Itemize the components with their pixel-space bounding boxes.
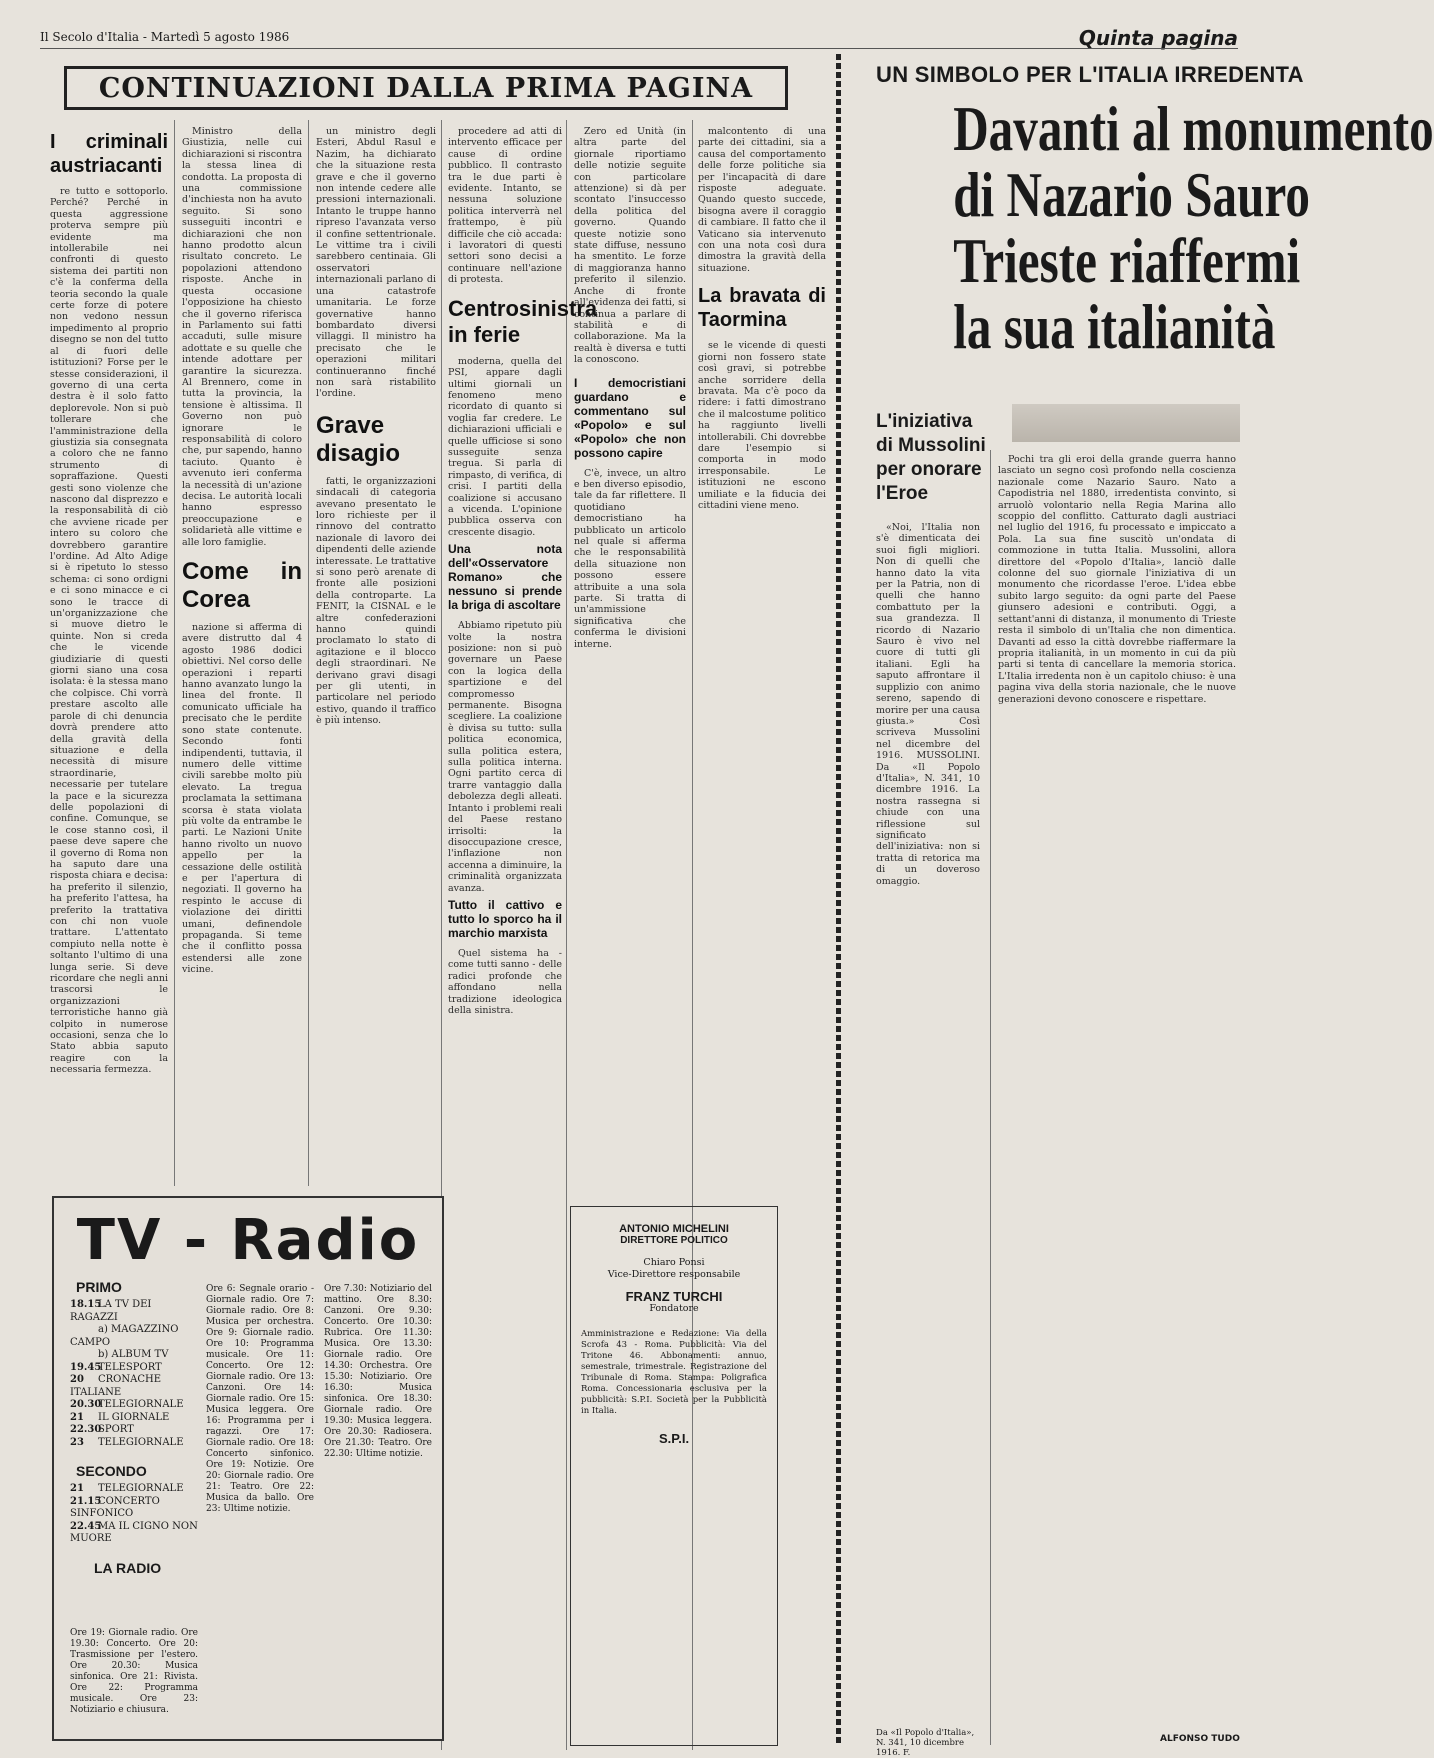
subhead-osservatore: Una nota dell'«Osservatore Romano» che nessuno si prende la briga di ascoltare xyxy=(448,542,562,613)
page-header-right: Quinta pagina xyxy=(1078,26,1238,50)
article-body: malcontento di una parte dei cittadini, sia a causa del comportamento delle forze politiche sia per l'incapacità di dare risposte adeguate. Quando questo succede, bisogna avere il coraggio di cambiare. Il fatto che il Vaticano sia intervenuto con una nota così dura dimostra la gravità della situazione. xyxy=(698,126,826,274)
headline-grave-disagio: Grave disagio xyxy=(316,411,401,467)
schedule-row: 23 TELEGIORNALE xyxy=(70,1436,184,1448)
feature-left-column xyxy=(876,522,980,1722)
feature-title-line: Trieste riaffermi xyxy=(953,226,1301,296)
grey-banner xyxy=(1012,404,1240,442)
article-body: «Noi, l'Italia non s'è dimenticata dei suoi figli migliori. Non di quelli che hanno dato la vita per la Patria, non di quelli che hanno combattuto per la sua grandezza. Il ricordo di Nazario Sauro è vivo nel cuore di tutti gli italiani. Egli ha saputo affrontare il supplizio con animo sereno, sapendo di morire per una causa giusta.» Così scriveva Mussolini nel dicembre del 1916. MUSSOLINI. Da «Il Popolo d'Italia», N. 341, 10 dicembre 1916. La nostra rassegna si chiude con una riflessione sul significato dell'iniziativa: non si tratta di retorica ma di un doveroso omaggio. xyxy=(876,522,980,887)
article-column-4 xyxy=(448,126,598,1746)
article-column-5 xyxy=(574,126,686,1198)
radio-schedule-col: Ore 6: Segnale orario - Giornale radio. Ore 7: Giornale radio. Ore 8: Musica per orchestra. Ore 9: Giornale radio. Ore 10: Programma musicale. Ore 11: Concerto. Ore 12: Giornale radio. Ore 13: Canzoni. Ore 14: Giornale radio. Ore 15: Musica leggera. Ore 16: Programma per i ragazzi. Ore 17: Giornale radio. Ore 18: Concerto sinfonico. Ore 19: Notizie. Ore 20: Giornale radio. Ore 21: Teatro. Ore 22: Musica da ballo. Ore 23: Ultime notizie. xyxy=(206,1284,314,1514)
masthead-box xyxy=(570,1206,778,1746)
dashed-divider xyxy=(836,54,841,1744)
channel-secondo-label: SECONDO xyxy=(76,1463,147,1479)
article-body: C'è, invece, un altro e ben diverso episodio, tale da far riflettere. Il quotidiano democristiano ha pubblicato un articolo nel quale si afferma che le responsabilità della situazione non possono essere attribuite a una sola parte. Si tratta di un'ammissione significativa che conferma le divisioni interne. xyxy=(574,467,686,650)
headline-come-in-corea: Come in Corea xyxy=(182,558,302,614)
article-column-1 xyxy=(50,126,168,1186)
founder-title: Fondatore xyxy=(649,1303,699,1314)
tv-radio-title: TV - Radio xyxy=(76,1208,420,1273)
headline-centrosinistra: Centrosinistra in ferie xyxy=(448,295,598,347)
feature-title-line: Davanti al monumento xyxy=(953,94,1434,164)
founder-name: FRANZ TURCHI xyxy=(625,1289,723,1304)
column-rule xyxy=(990,450,991,1745)
schedule-row: 19.45TELESPORT xyxy=(70,1361,162,1373)
channel-primo-label: PRIMO xyxy=(76,1279,122,1295)
article-body: moderna, quella del PSI, appare dagli ultimi giornali un fenomeno meno ricordato di quanto si voglia far credere. Le dichiarazioni ufficiali e quelle ufficiose si sono susseguite senza tregua. Si parla di rimpasto, di verifica, di crisi. I partiti della coalizione si accusano a vicenda. L'opinione pubblica osserva con crescente disagio. xyxy=(448,355,562,538)
schedule-row: 22.45MA IL CIGNO NON MUORE xyxy=(70,1520,198,1544)
header-rule xyxy=(40,48,1238,49)
article-body: Abbiamo ripetuto più volte la nostra posizione: non si può governare un Paese con la logica della spartizione e del compromesso permanente. Bisogna scegliere. La coalizione è divisa su tutto: sulla politica economica, sulla politica estera, sulla politica interna. Ogni partito cerca di trarre vantaggio dalla debolezza degli alleati. Intanto i problemi reali del Paese restano irrisolti: la disoccupazione cresce, l'inflazione non accenna a diminuire, la criminalità organizzata avanza. xyxy=(448,620,562,894)
article-body: Ministro della Giustizia, nelle cui dichiarazioni si riscontra la stessa linea di condotta. La proposta di una commissione d'inchiesta non ha avuto seguito. Si sono susseguiti incontri e dichiarazioni che non hanno prodotto alcun risultato concreto. Le popolazioni attendono risposte. Anche in questa occasione l'opposizione ha chiesto che il governo riferisca in Parlamento sui fatti accaduti, sulle misure adottate e su quelle che intende adottare per garantire la sicurezza. Al Brennero, come in tutta la provincia, la tensione è altissima. Il Governo non può ignorare le responsabilità di coloro che, pur sapendo, hanno taciuto. Quanto è avvenuto ieri conferma la necessità di un'azione decisa. Le autorità locali hanno espresso preoccupazione e solidarietà alle vittime e alle loro famiglie. xyxy=(182,126,302,548)
article-body: Quel sistema ha - come tutti sanno - delle radici profonde che affondano nella tradizione ideologica della sinistra. xyxy=(448,947,562,1016)
continuation-banner: CONTINUAZIONI DALLA PRIMA PAGINA xyxy=(64,66,788,110)
schedule-row: 21.15CONCERTO SINFONICO xyxy=(70,1495,160,1519)
schedule-row: 21 IL GIORNALE xyxy=(70,1411,170,1423)
director-name: ANTONIO MICHELINI xyxy=(619,1223,729,1235)
vice-director-title: Vice-Direttore responsabile xyxy=(607,1269,741,1280)
feature-footer-note: Da «Il Popolo d'Italia», N. 341, 10 dicembre 1916. F. xyxy=(876,1728,975,1758)
page-header-left: Il Secolo d'Italia - Martedì 5 agosto 1986 xyxy=(40,30,290,44)
headline-democristiani: I democristiani guardano e commentano sul «Popolo» e sul «Popolo» che non possono capire xyxy=(574,375,686,460)
radio-schedule-col: Ore 7.30: Notiziario del mattino. Ore 8.30: Canzoni. Ore 9.30: Concerto. Ore 10.30: Rubrica. Ore 11.30: Musica. Ore 13.30: Giornale radio. Ore 14.30: Orchestra. Ore 15.30: Notiziario. Ore 16.30: Musica sinfonica. Ore 18.30: Giornale radio. Ore 19.30: Musica leggera. Ore 20.30: Radiosera. Ore 21.30: Teatro. Ore 22.30: Ultime notizie. xyxy=(324,1284,432,1459)
schedule-row: 20 CRONACHE ITALIANE xyxy=(70,1374,162,1398)
headline-bravata-taormina: La bravata di Taormina xyxy=(698,285,826,332)
radio-label: LA RADIO xyxy=(94,1559,162,1576)
article-body: fatti, le organizzazioni sindacali di categoria avevano presentato le loro richieste per il rinnovo del contratto nazionale di lavoro dei dipendenti delle aziende interessate. Le trattative si sono però arenate di fronte alle posizioni della controparte. La FENIT, la CISNAL e le altre confederazioni hanno quindi proclamato lo stato di agitazione e il blocco degli straordinari. Ne derivano gravi disagi per gli utenti, in particolare nel periodo estivo, quando il traffico è più intenso. xyxy=(316,475,436,727)
spi-logo-text: S.P.I. xyxy=(658,1431,690,1446)
article-body: un ministro degli Esteri, Abdul Rasul e Nazim, ha dichiarato che la situazione resta grave e che il governo non intende cedere alle pressioni internazionali. Intanto le truppe hanno ripreso l'avanzata verso il confine settentrionale. Le vittime tra i civili sarebbero centinaia. Gli osservatori internazionali parlano di una catastrofe umanitaria. Le forze governative hanno bombardato diversi villaggi. Il ministro ha precisato che le operazioni militari continueranno finché non sarà ristabilito l'ordine. xyxy=(316,126,436,400)
schedule-row: b) ALBUM TV xyxy=(98,1349,169,1360)
column-rule xyxy=(566,120,567,1750)
article-body: Pochi tra gli eroi della grande guerra hanno lasciato un segno così profondo nella coscienza nazionale come Nazario Sauro. Nato a Capodistria nel 1880, irredentista convinto, si arruolò volontario nella Regia Marina allo scoppio del conflitto. Catturato dagli austriaci nel luglio del 1916, fu processato e impiccato a Pola. La sua fine suscitò un'ondata di commozione in tutta Italia. Mussolini, allora direttore del «Popolo d'Italia», lanciò dalle colonne del suo giornale l'iniziativa di un monumento che ricordasse l'eroe. L'idea ebbe subito largo seguito: da ogni parte del Paese giunsero adesioni e contributi. Oggi, a settant'anni di distanza, il monumento di Trieste resta il simbolo di un'Italia che non dimentica. Davanti ad esso la città dovrebbe riaffermare la propria italianità, in un momento in cui da più parti si tenta di cancellare la memoria storica. L'Italia irredenta non è un capitolo chiuso: è una pagina viva della storia nazionale, che le nuove generazioni devono conoscere e rispettare. xyxy=(998,454,1236,705)
feature-title-line: di Nazario Sauro xyxy=(953,160,1310,230)
article-body: se le vicende di questi giorni non fossero state così gravi, si potrebbe anche sorridere della bravata. Ma c'è poco da ridere: i fatti dimostrano che il malcostume politico ha raggiunto livelli intollerabili. Chi dovrebbe dare l'esempio si comporta in modo irresponsabile. Le istituzioni ne escono umiliate e la fiducia dei cittadini viene meno. xyxy=(698,340,826,511)
feature-subkicker xyxy=(876,410,986,506)
subkicker-line: L'iniziativa xyxy=(876,411,973,432)
article-column-2 xyxy=(182,126,302,1186)
feature-title-line: la sua italianità xyxy=(953,292,1276,362)
article-body: procedere ad atti di intervento efficace per cause di ordine pubblico. Il contrasto tra le due parti è evidente. Intanto, se nessuna soluzione politica interverrà nel frattempo, è più difficile che ciò accada: i lavoratori di questi settori sono decisi a continuare nell'azione di protesta. xyxy=(448,126,562,286)
article-body: nazione si afferma di avere distrutto dal 4 agosto 1986 dodici obiettivi. Nel corso delle operazioni i reparti hanno avanzato lungo la linea del fronte. Il comunicato ufficiale ha precisato che le perdite sono state contenute. Secondo fonti indipendenti, tuttavia, il numero delle vittime civili sarebbe molto più elevato. La tregua proclamata la settimana scorsa è stata violata più volte da entrambe le parti. Le Nazioni Unite hanno rivolto un nuovo appello per la cessazione delle ostilità e per l'apertura di negoziati. Il governo ha respinto le accuse di violazione dei diritti umani, definendole propaganda. Si teme che il conflitto possa estendersi alle zone vicine. xyxy=(182,622,302,976)
schedule-row: 22.30SPORT xyxy=(70,1424,134,1435)
subkicker-line: per onorare xyxy=(876,459,982,480)
masthead-details: Amministrazione e Redazione: Via della Scrofa 43 - Roma. Pubblicità: Via del Tritone 46. Abbonamenti: annuo, semestrale, trimestrale. Registrazione del Tribunale di Roma. Stampa: Poligrafica Roma. Concessionaria esclusiva per la pubblicità: S.P.I. Società per la Pubblicità in Italia. xyxy=(581,1329,767,1416)
article-body: Zero ed Unità (in altra parte del giornale riportiamo delle notizie seguite con particolare attenzione) si dà per scontato l'insuccesso della politica del governo. Quando queste notizie sono state diffuse, nessuno ha smentito. Le forze di maggioranza hanno preferito il silenzio. Anche di fronte all'evidenza dei fatti, si continua a parlare di stabilità e di collaborazione. Ma la realtà è diversa e tutti la conoscono. xyxy=(574,126,686,366)
feature-kicker: UN SIMBOLO PER L'ITALIA IRREDENTA xyxy=(876,62,1304,87)
feature-main-column xyxy=(998,454,1236,1724)
subkicker-line: di Mussolini xyxy=(876,435,986,456)
column-rule xyxy=(308,120,309,1186)
schedule-row: 18.15LA TV DEI RAGAZZI xyxy=(70,1299,152,1323)
tv-radio-box xyxy=(52,1196,444,1741)
headline-marchio-marxista: Tutto il cattivo e tutto lo sporco ha il marchio marxista xyxy=(448,897,562,940)
schedule-row: a) MAGAZZINO CAMPO xyxy=(70,1324,179,1348)
vice-director-name: Chiaro Ponsi xyxy=(643,1257,705,1268)
article-column-3 xyxy=(316,126,436,1186)
column-rule xyxy=(174,120,175,1186)
feature-title xyxy=(953,94,1434,362)
article-body: re tutto e sottoporlo. Perché? Perché in questa aggressione proterva sempre più evidente ma intollerabile nei confronti di questo sistema dei partiti non c'è la conferma della teoria secondo la quale certe forze di potere non vedono nessun impedimento al proprio disegno se non del tutto al di fuori delle istituzioni? Forse per le stesse considerazioni, il governo di una certa destra è il solo fatto deplorevole. Non si può tollerare che l'amministrazione della giustizia sia consegnata a coloro che ne fanno strumento di sopraffazione. Questi gesti sono violenze che nascono dal disprezzo e la responsabilità di ciò che avviene ricade per intero su coloro che dovrebbero garantire l'ordine. Ad Alto Adige si è ripetuto lo stesso schema: ci sono ordigni e ci sono minacce e ci sono le tracce di un'organizzazione che si muove dietro le quinte. Non si creda che le vicende giudiziarie di questi giorni siano una cosa isolata: è la stessa mano che colpisce. Chi vorrà prestare ascolto alle parole di chi denuncia dovrà prendere atto della gravità della situazione e della necessità di misure straordinarie, necessarie per tutelare la pace e la sicurezza delle popolazioni di confine. Comunque, se le cose stanno così, il paese deve sapere che il governo di Roma non ha saputo dare una risposta chiara e decisa: ha preferito il silenzio, ha preferito l'attesa, ha preferito la trattativa con chi non vuole trattare. L'attentato compiuto nella notte è soltanto l'ultimo di una lunga serie. Si deve ricordare che negli anni trascorsi le organizzazioni terroristiche hanno già colpito in numerose occasioni, senza che lo Stato abbia saputo reagire con la necessaria fermezza. xyxy=(50,186,168,1076)
author-signature: ALFONSO TUDO xyxy=(1160,1734,1240,1744)
director-title: DIRETTORE POLITICO xyxy=(620,1235,728,1246)
schedule-row: 20.30TELEGIORNALE xyxy=(70,1399,184,1410)
radio-schedule-col: Ore 19: Giornale radio. Ore 19.30: Concerto. Ore 20: Trasmissione per l'estero. Ore 20.30: Musica sinfonica. Ore 21: Rivista. Ore 22: Programma musicale. Ore 23: Notiziario e chiusura. xyxy=(70,1628,198,1715)
headline-criminali: I criminali austriacanti xyxy=(50,131,168,177)
subkicker-line: l'Eroe xyxy=(876,483,929,504)
schedule-row: 21 TELEGIORNALE xyxy=(70,1483,184,1494)
